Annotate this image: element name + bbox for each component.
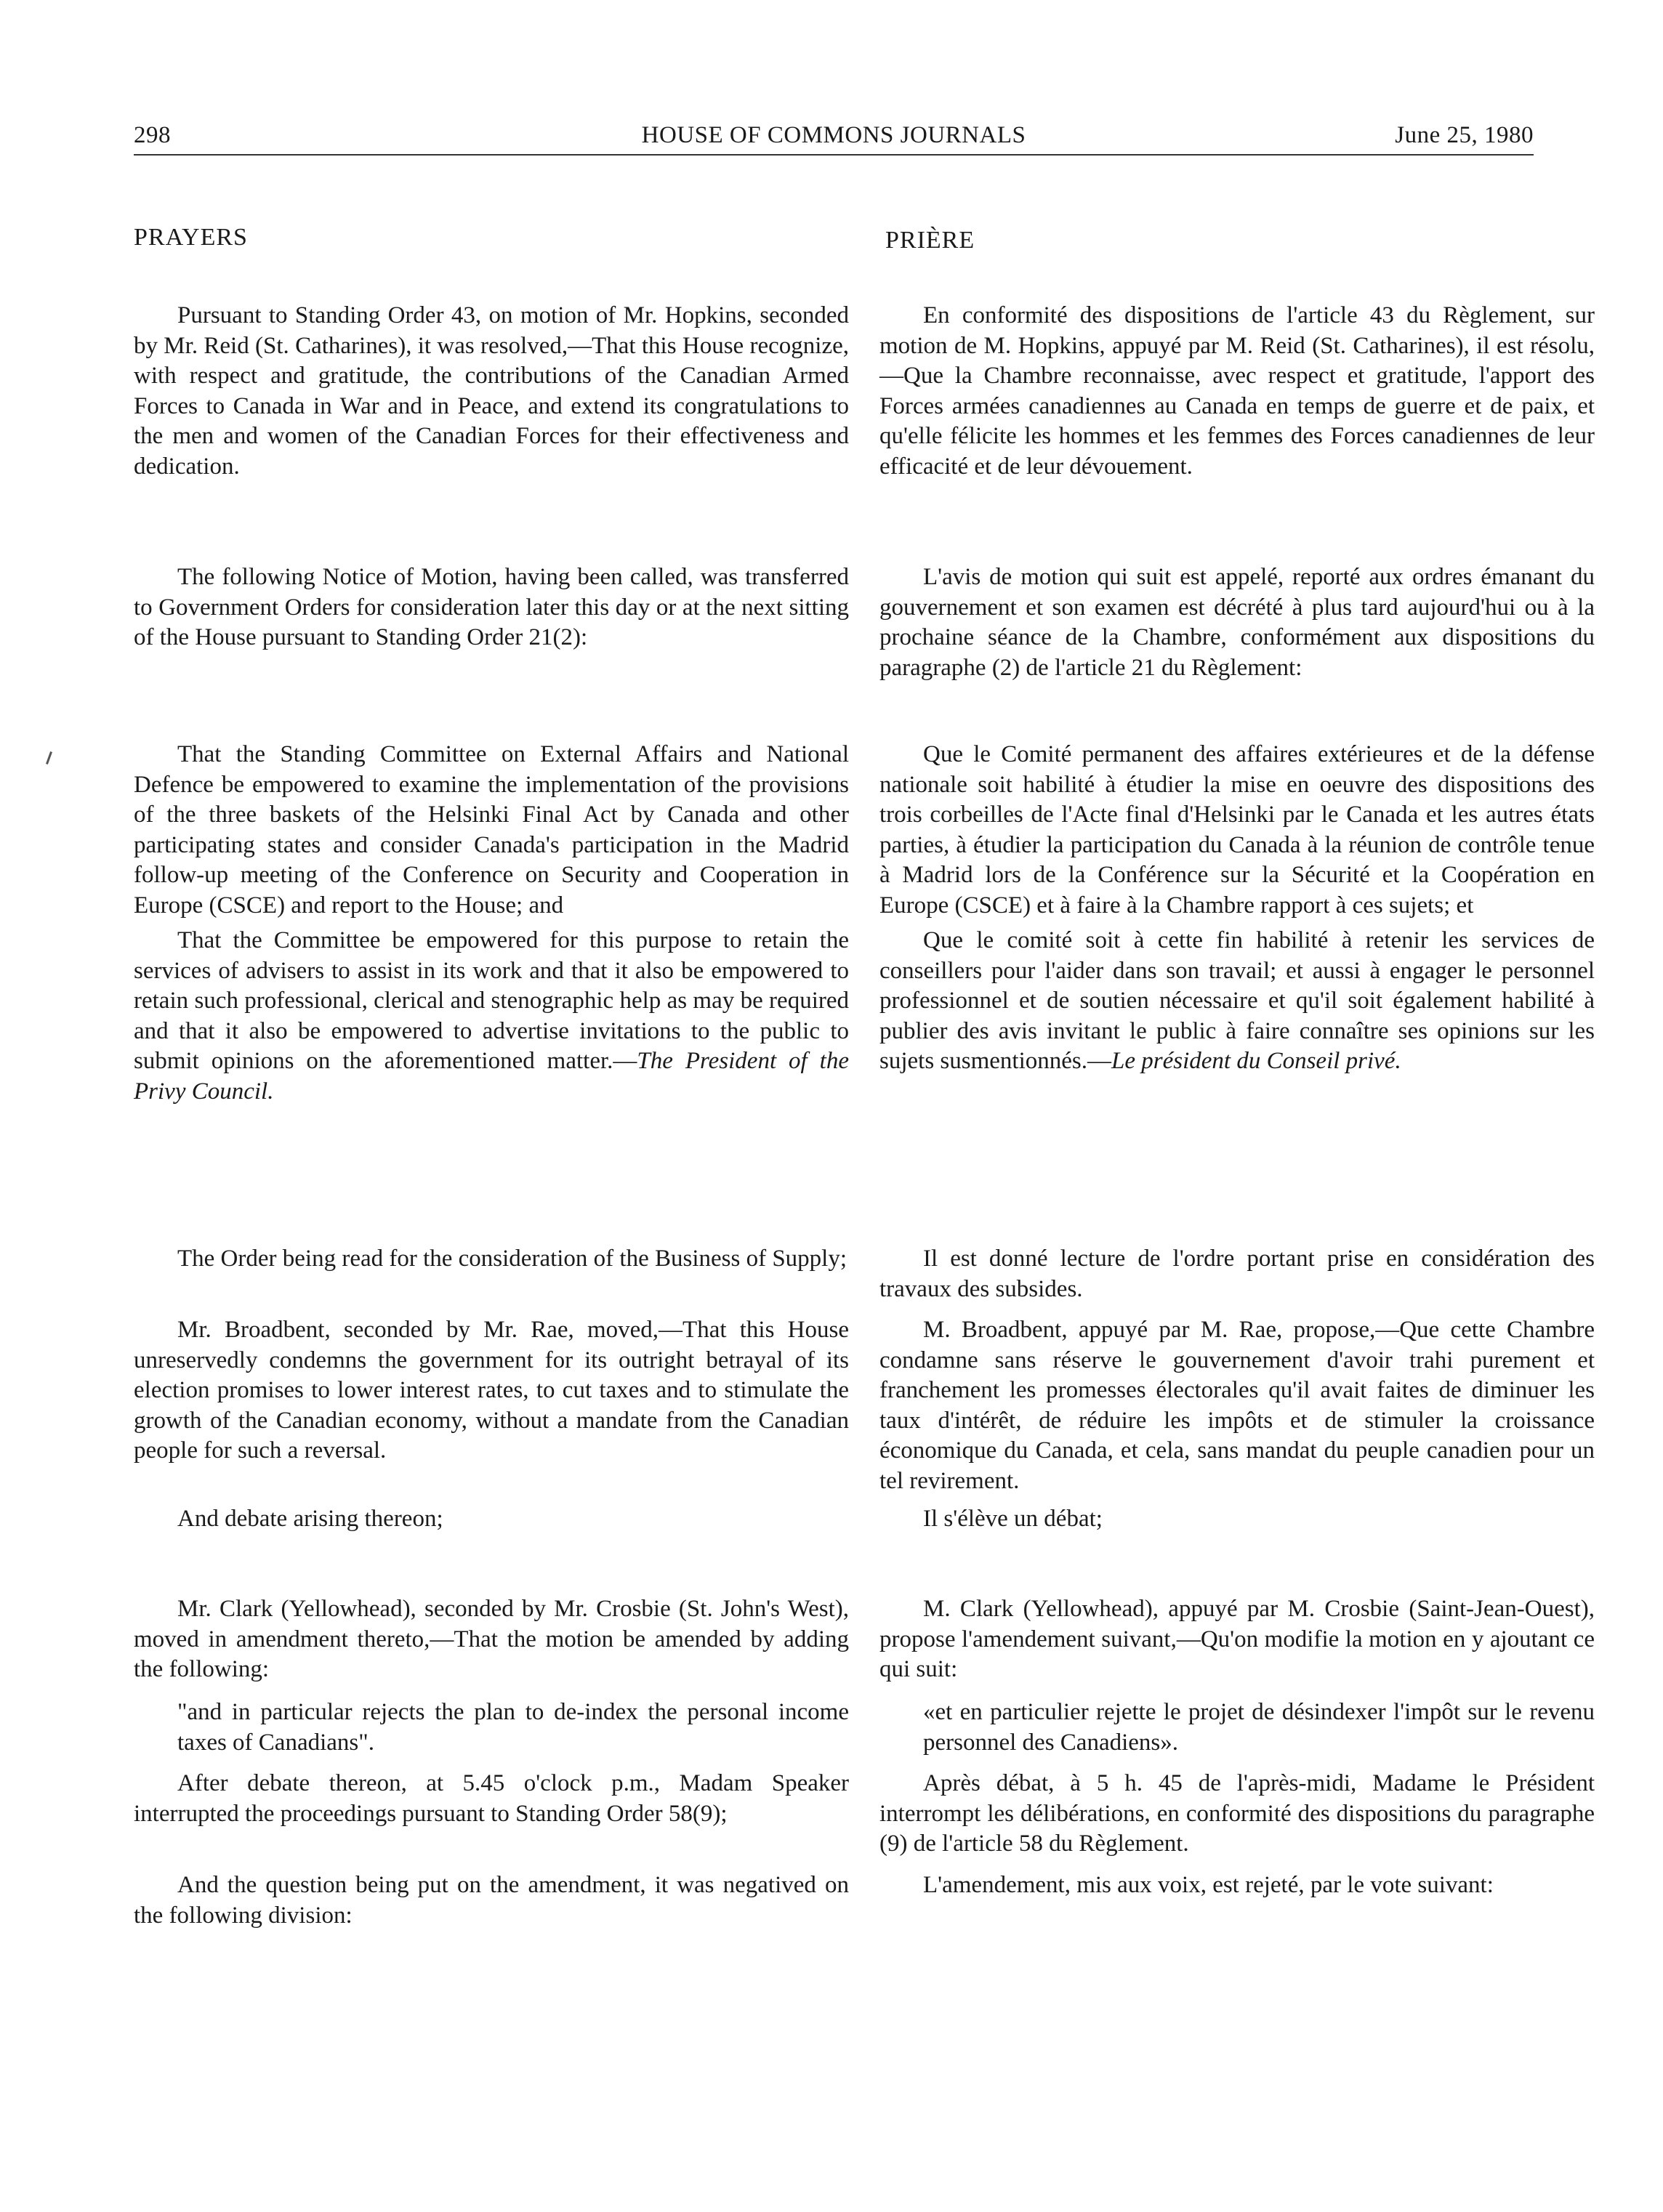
en-notice-of-motion-intro: The following Notice of Motion, having been called, was transferred to Government Orders for consideration later this day or at the next sitting of the House pursuant to Standing Order 21(2): [134,564,849,650]
fr-prayers-resolution: En conformité des dispositions de l'article 43 du Règlement, sur motion de M. Hopkins, appuyé par M. Reid (St. Catharines), il est résolu,—Que la Chambre reconnaisse, avec respect et gratitude, l'apport des Forces armées canadiennes au Canada en temps de guerre et de paix, et qu'elle félicite les hommes et les femmes des Forces canadiennes de leur efficacité et de leur dévouement. [879,302,1595,480]
fr-amendment-text: «et en particulier rejette le projet de désindexer l'impôt sur le revenu personnel des Canadiens». [923,1699,1595,1756]
en-committee-motion-1: That the Standing Committee on External Affairs and National Defence be empowered to examine the implementation of the provisions of the three baskets of the Helsinki Final Act by Canada and other participating states and consider Canada's participation in the Madrid follow-up meeting of the Conference on Security and Cooperation in Europe (CSCE) and report to the House; and [134,741,849,919]
en-amendment-text: "and in particular rejects the plan to de-index the personal income taxes of Canadians". [177,1699,849,1756]
fr-committee-motion-2: Que le comité soit à cette fin habilité à retenir les services de conseillers pour l'aider dans son travail; et aussi à engager le personnel professionnel et de soutien nécessaire et qu'il soit également habilité à publier des avis invitant le public à faire connaître ses opinions sur les sujets susmentionnés.—Le président du Conseil privé. [879,927,1595,1074]
en-speaker-interruption: After debate thereon, at 5.45 o'clock p.m., Madam Speaker interrupted the proceedings pursuant to Standing Order 58(9); [134,1770,849,1827]
en-committee-motion-2: That the Committee be empowered for this purpose to retain the services of advisers to assist in its work and that it also be empowered to retain such professional, clerical and stenographic help as may be required and that it also be empowered to advertise invitations to the public to submit opinions on the aforementioned matter.—The President of the Privy Council. [134,927,849,1105]
journal-date: June 25, 1980 [1395,122,1534,148]
en-order-supply: The Order being read for the consideration of the Business of Supply; [177,1246,847,1272]
margin-mark [46,751,52,764]
heading-priere: PRIÈRE [885,227,975,254]
heading-prayers: PRAYERS [134,224,248,251]
fr-notice-of-motion-intro: L'avis de motion qui suit est appelé, reporté aux ordres émanant du gouvernement et son examen est décrété à plus tard aujourd'hui ou à la prochaine séance de la Chambre, conformément aux dispositions du paragraphe (2) de l'article 21 du Règlement: [879,564,1595,681]
en-division: And the question being put on the amendment, it was negatived on the following division: [134,1872,849,1929]
fr-debate-arising: Il s'élève un débat; [923,1506,1103,1532]
fr-committee-motion-1: Que le Comité permanent des affaires extérieures et de la défense nationale soit habilité à étudier la mise en oeuvre des dispositions des trois corbeilles de l'Acte final d'Helsinki par le Canada et les autres états parties, à étudier la participation du Canada à la réunion de contrôle tenue à Madrid lors de la Conférence sur la Sécurité et la Coopération en Europe (CSCE) et à faire à la Chambre rapport à ces sujets; et [879,741,1595,919]
en-signature: The President of the Privy Council. [134,1048,849,1105]
en-clark-amendment: Mr. Clark (Yellowhead), seconded by Mr. Crosbie (St. John's West), moved in amendment thereto,—That the motion be amended by adding the following: [134,1596,849,1682]
fr-broadbent-motion: M. Broadbent, appuyé par M. Rae, propose,—Que cette Chambre condamne sans réserve le gouvernement d'avoir trahi purement et franchement les promesses électorales qu'il avait faites de diminuer les taux d'intérêt, de réduire les impôts et de stimuler la croissance économique du Canada, et cela, sans mandat du peuple canadien pour un tel revirement. [879,1317,1595,1494]
journal-title: HOUSE OF COMMONS JOURNALS [641,122,1026,148]
en-broadbent-motion: Mr. Broadbent, seconded by Mr. Rae, moved,—That this House unreservedly condemns the government for its outright betrayal of its election promises to lower interest rates, to cut taxes and to stimulate the growth of the Canadian economy, without a mandate from the Canadian people for such a reversal. [134,1317,849,1464]
page-number: 298 [134,122,171,148]
en-prayers-resolution: Pursuant to Standing Order 43, on motion of Mr. Hopkins, seconded by Mr. Reid (St. Catharines), it was resolved,—That this House recognize, with respect and gratitude, the contributions of the Canadian Armed Forces to Canada in War and in Peace, and extend its congratulations to the men and women of the Canadian Forces for their effectiveness and dedication. [134,302,849,480]
fr-clark-amendment: M. Clark (Yellowhead), appuyé par M. Crosbie (Saint-Jean-Ouest), propose l'amendement suivant,—Qu'on modifie la motion en y ajoutant ce qui suit: [879,1596,1595,1682]
en-debate-arising: And debate arising thereon; [177,1506,443,1532]
fr-signature: Le président du Conseil privé. [1111,1048,1401,1074]
fr-order-supply: Il est donné lecture de l'ordre portant prise en considération des travaux des subsides. [879,1246,1595,1302]
fr-division: L'amendement, mis aux voix, est rejeté, par le vote suivant: [923,1872,1494,1898]
fr-speaker-interruption: Après débat, à 5 h. 45 de l'après-midi, Madame le Président interrompt les délibérations, en conformité des dispositions du paragraphe (9) de l'article 58 du Règlement. [879,1770,1595,1857]
page-header [134,119,1534,156]
